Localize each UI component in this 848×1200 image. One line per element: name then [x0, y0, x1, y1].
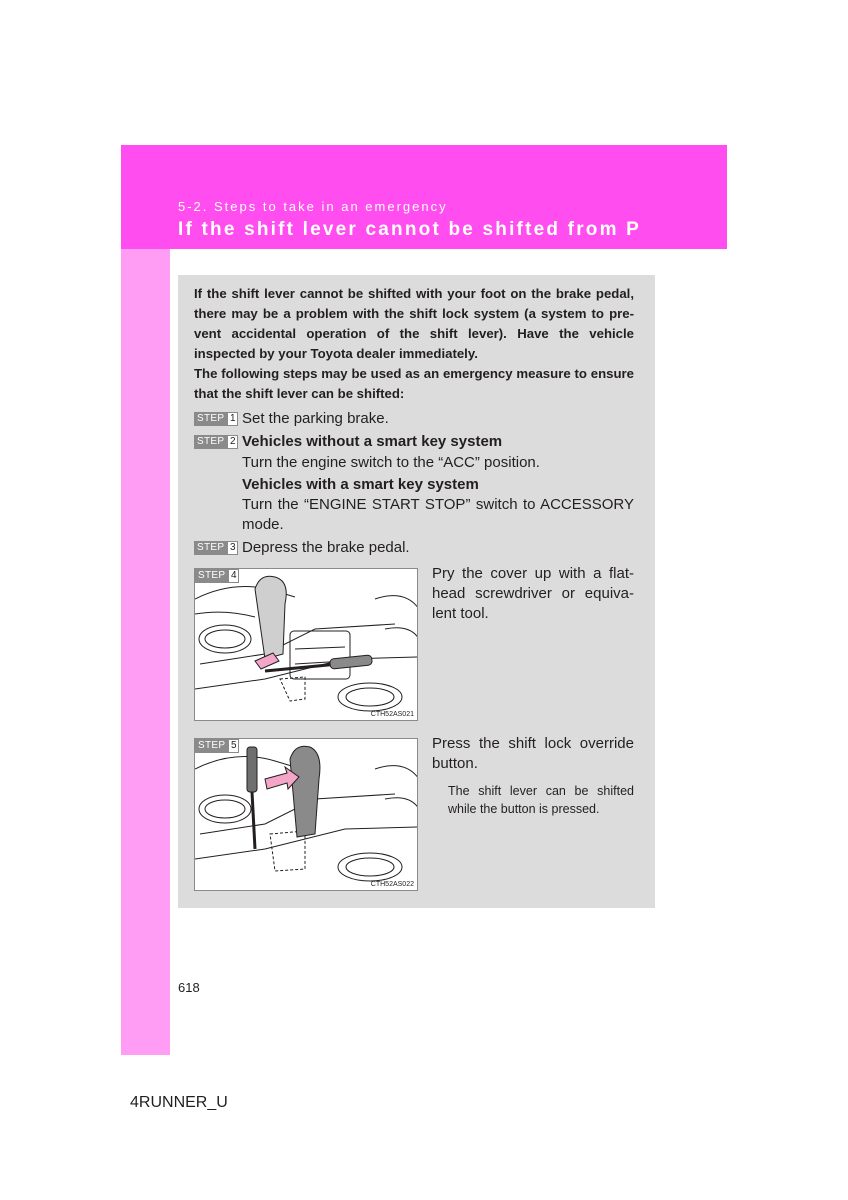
step-1-badge [194, 412, 238, 426]
step-word: STEP [194, 412, 227, 426]
step-5-note: The shift lever can be shifted while the button is pressed. [448, 784, 634, 816]
step-5-figure [194, 738, 418, 891]
step-4-figure [194, 568, 418, 721]
intro-paragraph-2: The following steps may be used as an emergency measure to ensure that the shift lever can be shifted: [194, 366, 634, 401]
step-3-badge [194, 541, 238, 555]
step-5-text: Press the shift lock override button. [432, 735, 634, 772]
step-4-badge [195, 569, 239, 583]
step-2-badge [194, 435, 238, 449]
step-number: 5 [228, 739, 239, 753]
figure-code: CTH52AS022 [370, 881, 414, 888]
step-1-text: Set the parking brake. [242, 410, 389, 427]
section-label: 5-2. Steps to take in an emergency [178, 199, 448, 214]
step-4-text: Pry the cover up with a flat- head screwdriver or equiva- lent tool. [432, 565, 634, 622]
shift-lock-override-illustration [195, 739, 418, 891]
step-2-text-a: Turn the engine switch to the “ACC” position. [242, 454, 540, 471]
step-2-heading-b: Vehicles with a smart key system [242, 476, 479, 493]
side-color-strip [121, 145, 170, 1055]
intro-text [194, 284, 634, 404]
shift-console-illustration [195, 569, 418, 721]
figure-code: CTH52AS021 [370, 711, 414, 718]
footer-code: 4RUNNER_U [130, 1094, 228, 1111]
step-word: STEP [194, 541, 227, 555]
step-number: 4 [228, 569, 239, 583]
step-number: 2 [227, 435, 238, 449]
step-2-heading-a: Vehicles without a smart key system [242, 433, 503, 450]
step-2-text-b: Turn the “ENGINE START STOP” switch to ACCESSORY mode. [242, 496, 634, 533]
page-title: If the shift lever cannot be shifted from P [178, 219, 642, 240]
step-number: 1 [227, 412, 238, 426]
page-number: 618 [178, 980, 200, 995]
intro-paragraph-1: If the shift lever cannot be shifted with your foot on the brake pedal, there may be a problem with the shift lock system (a system to pre- vent accidental operation of the shift lever). Have the vehicle inspected by your Toyota dealer immediately. [194, 286, 634, 361]
step-3-text: Depress the brake pedal. [242, 539, 410, 556]
step-word: STEP [194, 435, 227, 449]
step-number: 3 [227, 541, 238, 555]
step-5-badge [195, 739, 239, 753]
step-word: STEP [195, 569, 228, 583]
step-word: STEP [195, 739, 228, 753]
